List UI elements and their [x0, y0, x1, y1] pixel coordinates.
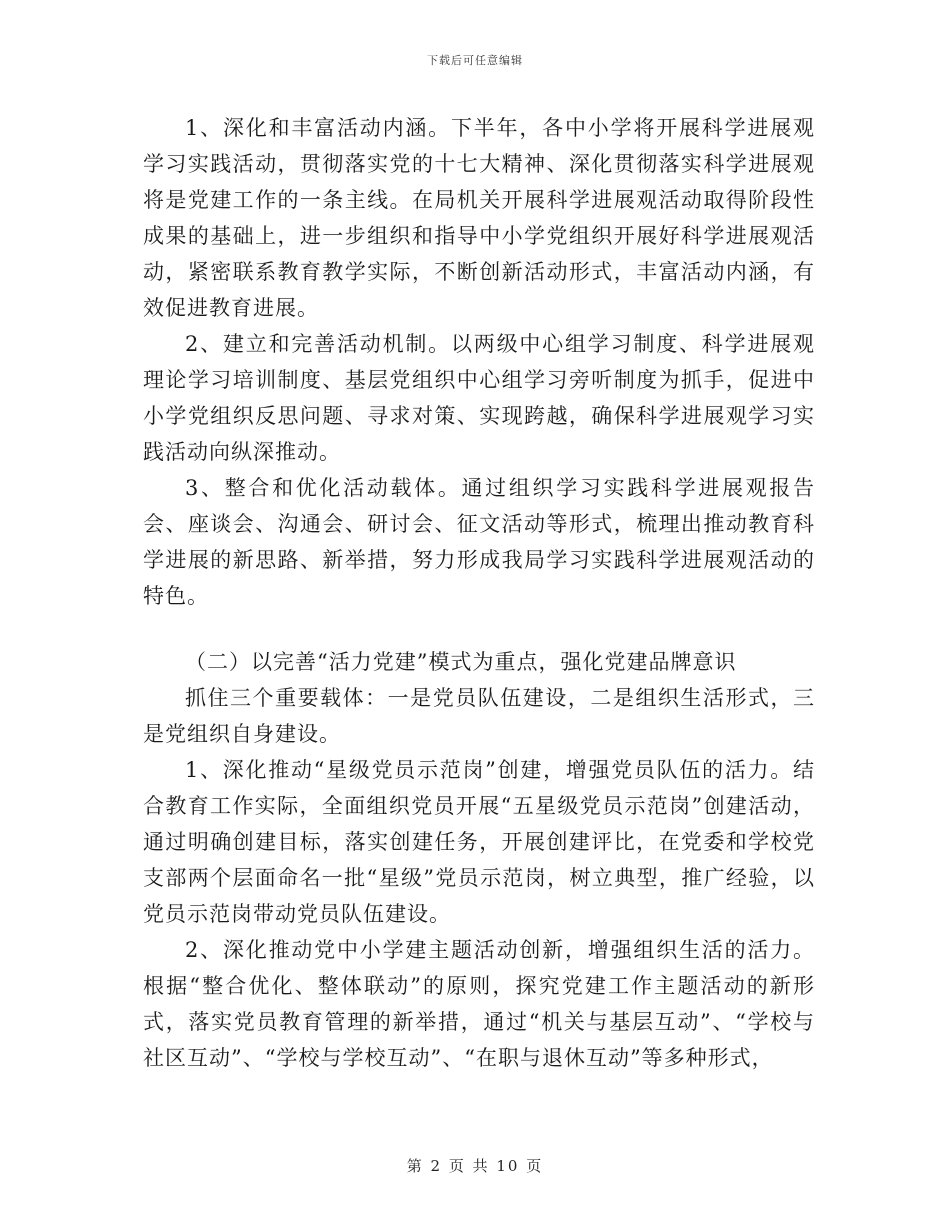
section-gap	[143, 614, 815, 644]
page-number-footer: 第 2 页 共 10 页	[406, 1157, 544, 1175]
paragraph-6: 2、深化推动党中小学建主题活动创新，增强组织生活的活力。根据“整合优化、整体联动”的原则，探究党建工作主题活动的新形式，落实党员教育管理的新举措，通过“机关与基层互动”、“学校与社区互动”、“学校与学校互动”、“在职与退休互动”等多种形式，	[143, 938, 815, 1070]
paragraph-4: 抓住三个重要载体：一是党员队伍建设，二是组织生活形式，三是党组织自身建设。	[143, 686, 815, 746]
section-heading: （二）以完善“活力党建”模式为重点，强化党建品牌意识	[185, 650, 737, 674]
paragraph-1: 1、深化和丰富活动内涵。下半年，各中小学将开展科学进展观学习实践活动，贯彻落实党的十七大精神、深化贯彻落实科学进展观将是党建工作的一条主线。在局机关开展科学进展观活动取得阶段性成果的基础上，进一步组织和指导中小学党组织开展好科学进展观活动，紧密联系教育教学实际，不断创新活动形式，丰富活动内涵，有效促进教育进展。	[143, 116, 815, 320]
document-body	[143, 110, 815, 1076]
page-header-note: 下载后可任意编辑	[427, 54, 523, 67]
paragraph-5: 1、深化推动“星级党员示范岗”创建，增强党员队伍的活力。结合教育工作实际，全面组织党员开展“五星级党员示范岗”创建活动，通过明确创建目标，落实创建任务，开展创建评比，在党委和学校党支部两个层面命名一批“星级”党员示范岗，树立典型，推广经验，以党员示范岗带动党员队伍建设。	[143, 758, 815, 926]
paragraph-3: 3、整合和优化活动载体。通过组织学习实践科学进展观报告会、座谈会、沟通会、研讨会、征文活动等形式，梳理出推动教育科学进展的新思路、新举措，努力形成我局学习实践科学进展观活动的特色。	[143, 476, 815, 608]
paragraph-2: 2、建立和完善活动机制。以两级中心组学习制度、科学进展观理论学习培训制度、基层党组织中心组学习旁听制度为抓手，促进中小学党组织反思问题、寻求对策、实现跨越，确保科学进展观学习实践活动向纵深推动。	[143, 332, 815, 464]
